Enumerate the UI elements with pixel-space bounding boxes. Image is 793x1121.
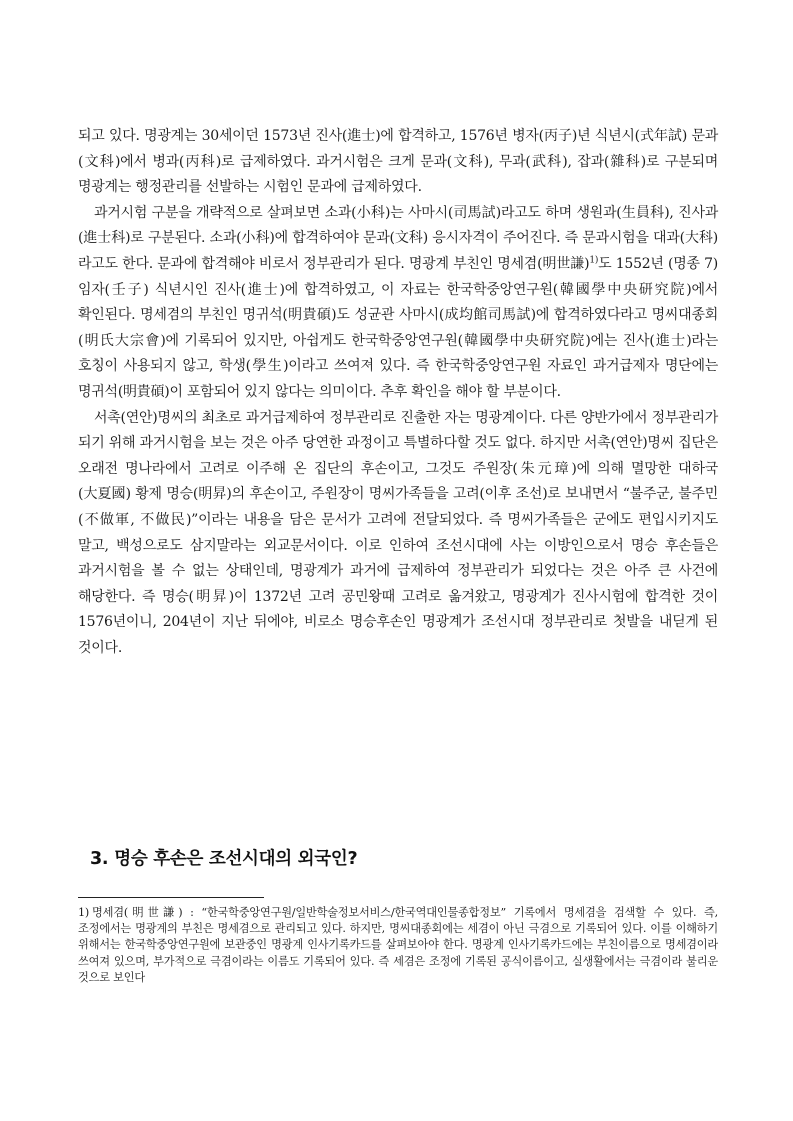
paragraph-2 [78, 201, 718, 406]
document-body [78, 124, 718, 661]
footnote [78, 905, 718, 986]
paragraph-3 [78, 406, 718, 662]
paragraph-1 [78, 124, 718, 201]
footnote-separator [78, 897, 264, 898]
paragraph-2-text-a: 과거시험 구분을 개략적으로 살펴보면 소과(小科)는 사마시(司馬試)라고도 하며 생원과(生員科), 진사과(進士科)로 구분된다. 소과(小科)에 합격하여야 문과(文科) 응시자격이 주어진다. 즉 문과시험을 대과(大科)라고도 한다. 문과에 합격해야 비로서 정부관리가 된다. 명광계 부친인 명세겸(明世謙) [78, 204, 718, 272]
paragraph-3-text: 서촉(연안)명씨의 최초로 과거급제하여 정부관리로 진출한 자는 명광계이다. 다른 양반가에서 정부관리가 되기 위해 과거시험을 보는 것은 아주 당연한 과정이고 특별하다할 것도 없다. 하지만 서촉(연안)명씨 집단은 오래전 명나라에서 고려로 이주해 온 집단의 후손이고, 그것도 주원장(朱元璋)에 의해 멸망한 대하국(大夏國) 황제 명승(明昇)의 후손이고, 주원장이 명씨가족들을 고려(이후 조선)로 보내면서 “불주군, 불주민(不做軍, 不做民)”이라는 내용을 담은 문서가 고려에 전달되었다. 즉 명씨가족들은 군에도 편입시키지도 말고, 백성으로도 삼지말라는 외교문서이다. 이로 인하여 조선시대에 사는 이방인으로서 명승 후손들은 과거시험을 볼 수 없는 상태인데, 명광계가 과거에 급제하여 정부관리가 되었다는 것은 아주 큰 사건에 해당한다. 즉 명승(明昇)이 1372년 고려 공민왕때 고려로 옮겨왔고, 명광계가 진사시험에 합격한 것이 1576년이니, 204년이 지난 뒤에야, 비로소 명승후손인 명광계가 조선시대 정부관리로 첫발을 내딛게 된 것이다. [78, 409, 719, 656]
section-number: 3. [90, 849, 109, 869]
footnote-mark: 1) [78, 906, 90, 919]
paragraph-2-text-b: 도 1552년 (명종 7) 임자(壬子) 식년시인 진사(進士)에 합격하였고, 이 자료는 한국학중앙연구원(韓國學中央研究院)에서 확인된다. 명세겸의 부친인 명귀석(明貴碩)도 성균관 사마시(成均館司馬試)에 합격하였다라고 명씨대종회(明氏大宗會)에 기록되어 있지만, 아쉽게도 한국학중앙연구원(韓國學中央研究院)에는 진사(進士)라는 호칭이 사용되지 않고, 학생(學生)이라고 쓰여져 있다. 즉 한국학중앙연구원 자료인 과거급제자 명단에는 명귀석(明貴碩)이 포함되어 있지 않다는 의미이다. 추후 확인을 해야 할 부분이다. [78, 255, 718, 400]
section-heading [90, 845, 357, 870]
footnote-text: 명세겸(明世謙) : “한국학중앙연구원/일반학술정보서비스/한국역대인물종합정보” 기록에서 명세겸을 검색할 수 있다. 즉, 조정에서는 명광계의 부친은 명세겸으로 관리되고 있다. 하지만, 명씨대종회에는 세겸이 아닌 극겸으로 기록되어 있다. 이를 이해하기 위해서는 한국학중앙연구원에 보관중인 명광계 인사기록카드를 살펴보아야 한다. 명광계 인사기록카드에는 부친이름으로 명세겸이라 쓰여져 있으며, 부가적으로 극겸이라는 이름도 기록되어 있다. 즉 세겸은 조정에 기록된 공식이름이고, 실생활에서는 극겸이라 불리운 것으로 보인다 [78, 906, 718, 984]
paragraph-1-text: 되고 있다. 명광계는 30세이던 1573년 진사(進士)에 합격하고, 1576년 병자(丙子)년 식년시(式年試) 문과(文科)에서 병과(丙科)로 급제하였다. 과거시험은 크게 문과(文科), 무과(武科), 잡과(雜科)로 구분되며 명광계는 행정관리를 선발하는 시험인 문과에 급제하였다. [78, 128, 718, 196]
section-title: 명승 후손은 조선시대의 외국인? [114, 849, 358, 869]
footnote-reference[interactable]: 1) [589, 255, 599, 266]
